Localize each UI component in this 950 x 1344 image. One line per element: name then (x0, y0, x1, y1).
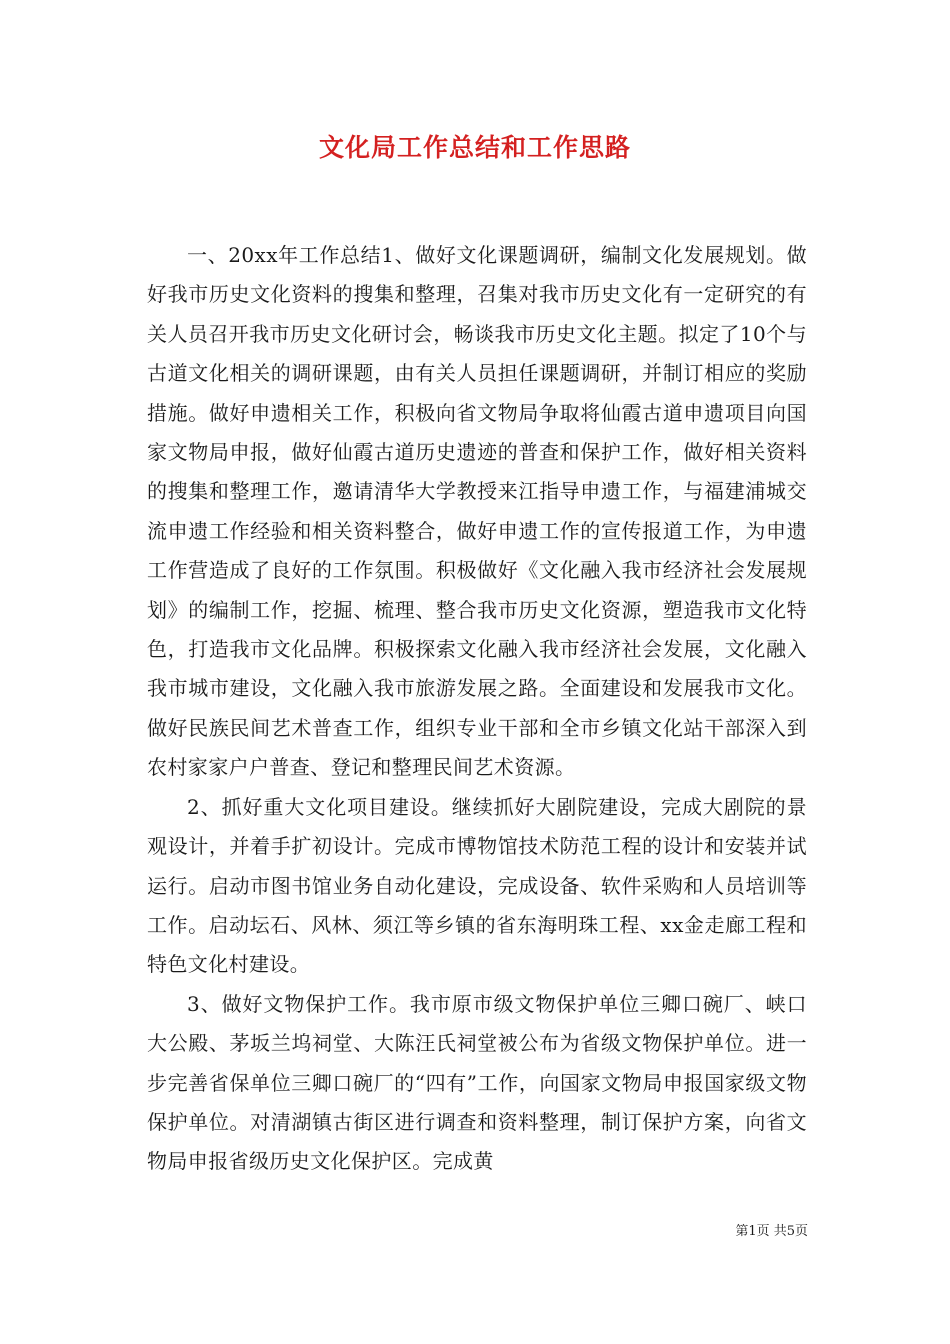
paragraph-1: 一、20xx年工作总结1、做好文化课题调研，编制文化发展规划。做好我市历史文化资料的搜集和整理，召集对我市历史文化有一定研究的有关人员召开我市历史文化研讨会，畅谈我市历史文化主题。拟定了10个与古道文化相关的调研课题，由有关人员担任课题调研，并制订相应的奖励措施。做好申遗相关工作，积极向省文物局争取将仙霞古道申遗项目向国家文物局申报，做好仙霞古道历史遗迹的普查和保护工作，做好相关资料的搜集和整理工作，邀请清华大学教授来江指导申遗工作，与福建浦城交流申遗工作经验和相关资料整合，做好申遗工作的宣传报道工作，为申遗工作营造成了良好的工作氛围。积极做好《文化融入我市经济社会发展规划》的编制工作，挖掘、梳理、整合我市历史文化资源，塑造我市文化特色，打造我市文化品牌。积极探索文化融入我市经济社会发展，文化融入我市城市建设，文化融入我市旅游发展之路。全面建设和发展我市文化。做好民族民间艺术普查工作，组织专业干部和全市乡镇文化站干部深入到农村家家户户普查、登记和整理民间艺术资源。 (147, 243, 807, 780)
page-number: 第1页 共5页 (735, 1224, 808, 1239)
document-body (147, 236, 807, 1182)
paragraph-3: 3、做好文物保护工作。我市原市级文物保护单位三卿口碗厂、峡口大公殿、茅坂兰坞祠堂、大陈汪氏祠堂被公布为省级文物保护单位。进一步完善省保单位三卿口碗厂的“四有”工作，向国家文物局申报国家级文物保护单位。对清湖镇古街区进行调查和资料整理，制订保护方案，向省文物局申报省级历史文化保护区。完成黄 (147, 991, 807, 1174)
document-title: 文化局工作总结和工作思路 (318, 133, 631, 162)
paragraph-2: 2、抓好重大文化项目建设。继续抓好大剧院建设，完成大剧院的景观设计，并着手扩初设计。完成市博物馆技术防范工程的设计和安装并试运行。启动市图书馆业务自动化建设，完成设备、软件采购和人员培训等工作。启动坛石、风林、须江等乡镇的省东海明珠工程、xx金走廊工程和特色文化村建设。 (147, 794, 807, 977)
